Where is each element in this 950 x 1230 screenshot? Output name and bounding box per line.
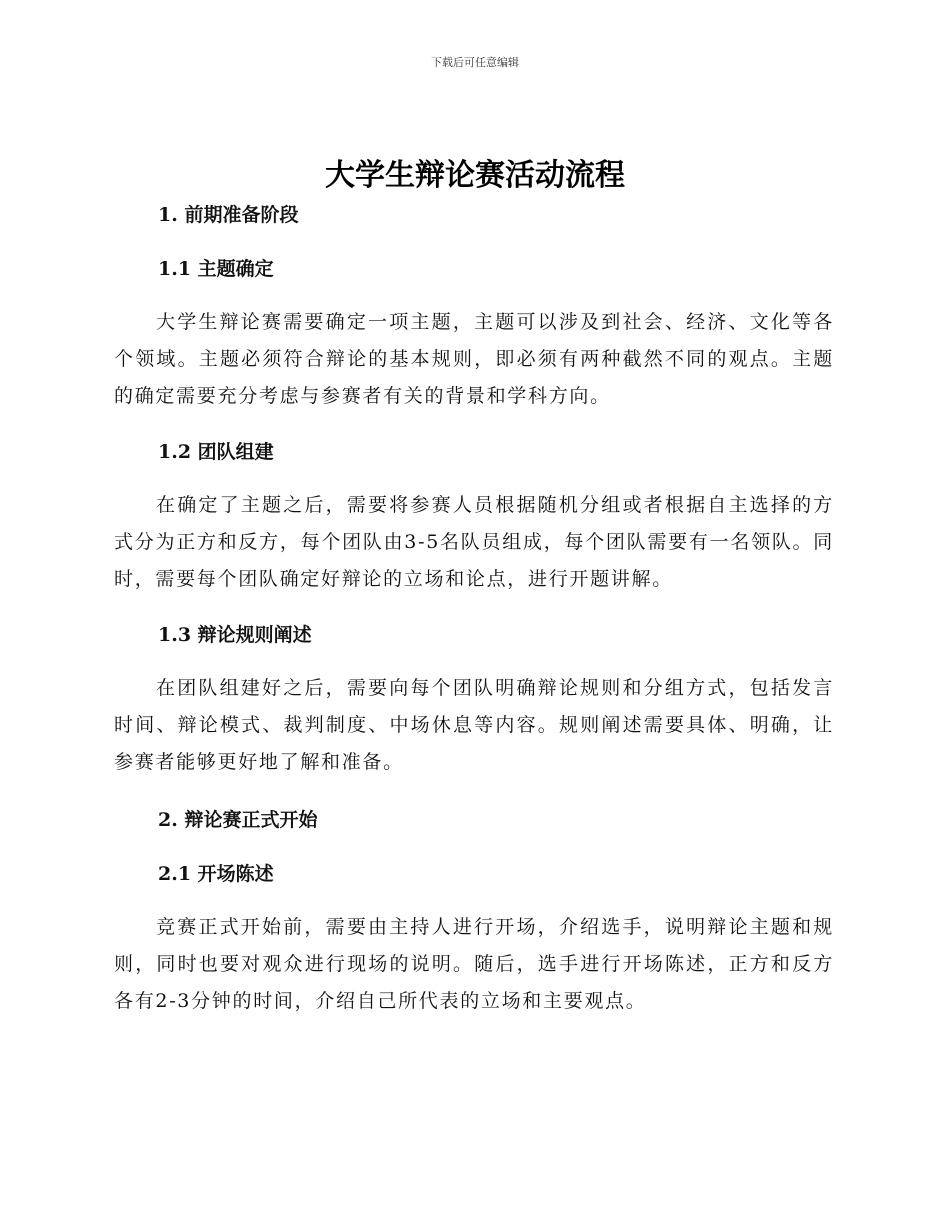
document-title: 大学生辩论赛活动流程 — [325, 158, 625, 193]
section-heading-2: 2. 辩论赛正式开始 — [158, 809, 318, 831]
paragraph-2-1: 竞赛正式开始前，需要由主持人进行开场，介绍选手，说明辩论主题和规则，同时也要对观众进行现场的说明。随后，选手进行开场陈述，正方和反方各有2-3分钟的时间，介绍自己所代表的立场和主要观点。 — [114, 916, 834, 1012]
subsection-heading-1-3: 1.3 辩论规则阐述 — [158, 624, 312, 646]
paragraph-1-3: 在团队组建好之后，需要向每个团队明确辩论规则和分组方式，包括发言时间、辩论模式、裁判制度、中场休息等内容。规则阐述需要具体、明确，让参赛者能够更好地了解和准备。 — [114, 677, 834, 773]
page-header-note: 下载后可任意编辑 — [431, 56, 519, 69]
subsection-heading-2-1: 2.1 开场陈述 — [158, 863, 274, 885]
section-heading-1: 1. 前期准备阶段 — [158, 204, 299, 226]
subsection-heading-1-1: 1.1 主题确定 — [158, 258, 274, 280]
paragraph-1-1: 大学生辩论赛需要确定一项主题，主题可以涉及到社会、经济、文化等各个领域。主题必须符合辩论的基本规则，即必须有两种截然不同的观点。主题的确定需要充分考虑与参赛者有关的背景和学科方向。 — [114, 311, 834, 407]
paragraph-1-2: 在确定了主题之后，需要将参赛人员根据随机分组或者根据自主选择的方式分为正方和反方，每个团队由3-5名队员组成，每个团队需要有一名领队。同时，需要每个团队确定好辩论的立场和论点，进行开题讲解。 — [114, 494, 834, 590]
subsection-heading-1-2: 1.2 团队组建 — [158, 441, 274, 463]
document-body — [114, 198, 834, 1020]
